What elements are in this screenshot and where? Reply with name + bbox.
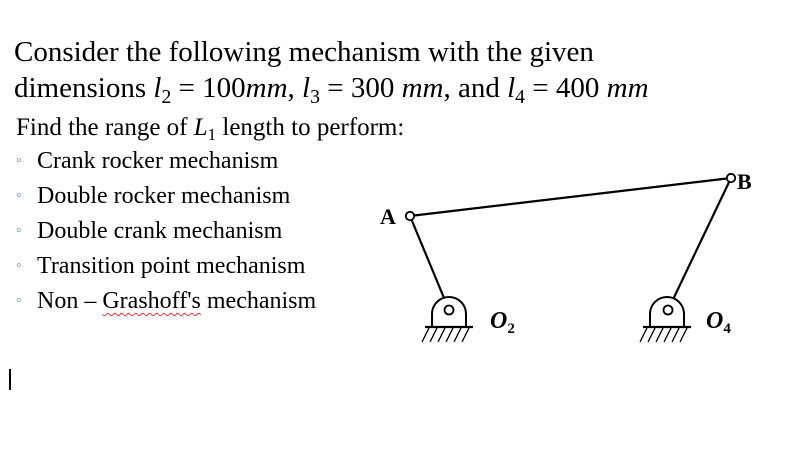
- joint-a: [406, 212, 414, 220]
- bullet-icon: ◦: [16, 152, 22, 169]
- l3-sub: 3: [310, 85, 320, 108]
- l2-var: l: [153, 72, 162, 104]
- find-suffix: length to perform:: [216, 114, 405, 141]
- l3-var: l: [302, 72, 311, 104]
- sep-2: , and: [443, 72, 508, 104]
- label-o2: [490, 308, 515, 337]
- sep-1: ,: [287, 72, 303, 104]
- crank-link: [410, 216, 449, 310]
- ground-pivot-o4: [640, 297, 691, 342]
- l2-sub: 2: [161, 85, 172, 108]
- last-item-suffix: mechanism: [200, 288, 317, 314]
- label-o4-sub: 4: [723, 321, 731, 337]
- l2-unit: mm: [245, 72, 288, 104]
- l4-unit: mm: [606, 72, 649, 104]
- bullet-icon: ◦: [16, 257, 22, 274]
- list-item-text: Crank rocker mechanism: [37, 148, 279, 174]
- find-sub: 1: [207, 125, 217, 145]
- last-item-prefix: Non –: [37, 288, 103, 314]
- label-o2-sub: 2: [507, 321, 515, 337]
- l4-eq: = 400: [525, 72, 607, 104]
- bullet-icon: ◦: [16, 222, 22, 239]
- l4-var: l: [507, 72, 516, 104]
- label-o4-letter: O: [706, 308, 724, 334]
- find-prefix: Find the range of: [16, 114, 194, 141]
- label-o4: [706, 308, 731, 337]
- bullet-icon: ◦: [16, 292, 22, 309]
- l2-eq: = 100: [171, 72, 246, 104]
- ground-pivot-o2: [410, 297, 473, 343]
- label-b: B: [737, 169, 752, 194]
- l3-eq: = 300: [319, 72, 402, 104]
- rocker-link: [668, 178, 731, 310]
- label-o2-letter: O: [490, 308, 508, 334]
- label-a: A: [380, 204, 396, 229]
- coupler-link: [410, 178, 731, 216]
- list-item-text: Double crank mechanism: [37, 218, 283, 244]
- spellcheck-flagged-word[interactable]: Grashoff's: [102, 288, 201, 314]
- l4-sub: 4: [515, 85, 526, 108]
- list-item-text: Double rocker mechanism: [37, 183, 291, 209]
- dimensions-label: dimensions: [14, 72, 154, 104]
- list-item-text: Transition point mechanism: [37, 253, 306, 279]
- find-var: L: [193, 114, 208, 141]
- joint-b: [727, 174, 735, 182]
- problem-line-1: Consider the following mechanism with the given: [14, 36, 594, 68]
- bullet-icon: ◦: [16, 187, 22, 204]
- l3-unit: mm: [401, 72, 444, 104]
